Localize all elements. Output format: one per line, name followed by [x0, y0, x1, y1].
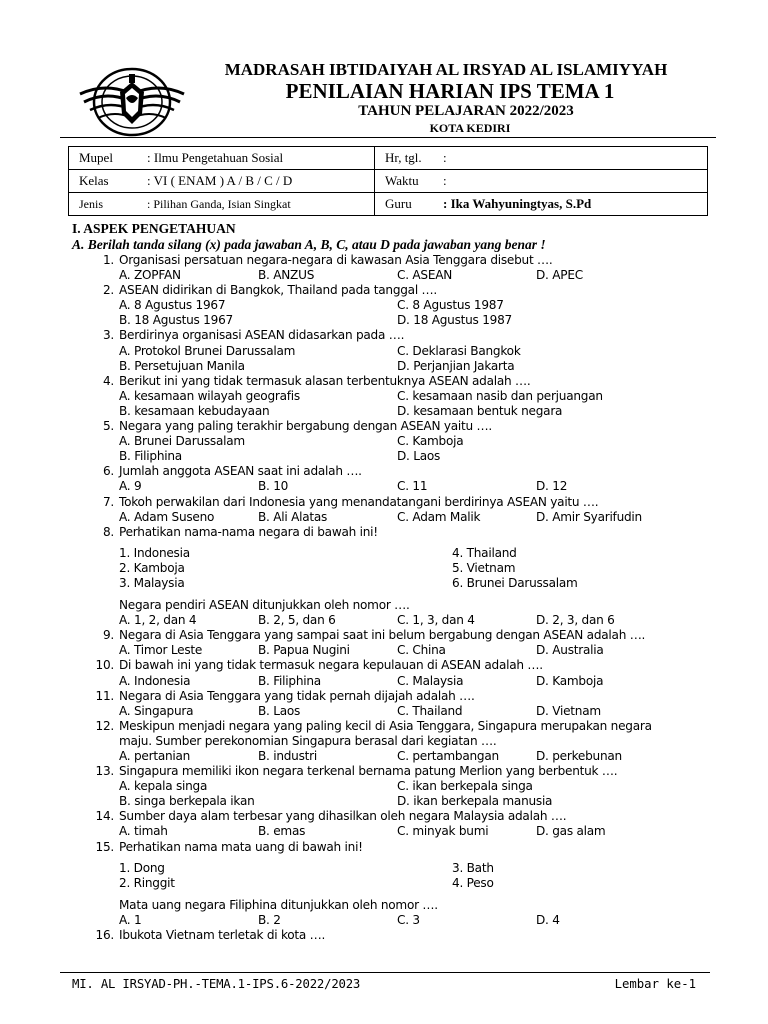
question-item	[76, 719, 716, 734]
question-number: 10.	[95, 658, 114, 673]
option-b: B. Filiphina	[119, 449, 182, 464]
question-item	[76, 840, 716, 855]
list-item: 3. Malaysia	[119, 575, 185, 590]
currency-list-row	[119, 876, 716, 891]
option-a: A. ZOPFAN	[119, 268, 181, 283]
question-text: Sumber daya alam terbesar yang dihasilkan oleh negara Malaysia adalah ….	[119, 809, 567, 824]
info-jenis	[69, 193, 375, 216]
option-a: A. Indonesia	[119, 673, 191, 688]
info-waktu	[375, 170, 708, 193]
answer-options	[119, 779, 716, 794]
question-number: 12.	[95, 718, 114, 733]
question-item	[76, 374, 716, 389]
mupel-value: : Ilmu Pengetahuan Sosial	[147, 150, 284, 165]
option-d: D. Amir Syarifudin	[536, 509, 642, 524]
question-subtext-label: Mata uang negara Filiphina ditunjukkan oleh nomor ….	[119, 897, 438, 912]
option-b: B. Filiphina	[258, 673, 321, 688]
answer-options	[119, 643, 716, 658]
answer-options	[119, 449, 716, 464]
option-d: D. 4	[536, 912, 560, 927]
question-text: Ibukota Vietnam terletak di kota ….	[119, 928, 326, 943]
info-kelas	[69, 170, 375, 193]
info-date	[375, 147, 708, 170]
answer-options	[119, 613, 716, 628]
option-c: C. Malaysia	[397, 673, 464, 688]
question-text: Berdirinya organisasi ASEAN didasarkan pada ….	[119, 328, 405, 343]
option-d: D. Australia	[536, 643, 604, 658]
section-instruction: A. Berilah tanda silang (x) pada jawaban A, B, C, atau D pada jawaban yang benar !	[72, 237, 546, 252]
option-a: A. kesamaan wilayah geografis	[119, 388, 300, 403]
question-text-continued	[119, 734, 716, 749]
answer-options	[119, 510, 716, 525]
section-title: I. ASPEK PENGETAHUAN	[72, 221, 236, 236]
list-item: 6. Brunei Darussalam	[452, 575, 578, 590]
option-c: C. ASEAN	[397, 268, 453, 283]
kelas-value: : VI ( ENAM ) A / B / C / D	[147, 173, 293, 188]
question-text-line2: maju. Sumber perekonomian Singapura berasal dari kegiatan ….	[119, 733, 497, 748]
question-text: Negara yang paling terakhir bergabung dengan ASEAN yaitu ….	[119, 419, 492, 434]
waktu-label: Waktu	[385, 173, 419, 188]
question-item	[76, 764, 716, 779]
option-c: C. kesamaan nasib dan perjuangan	[397, 388, 603, 403]
option-d: D. Vietnam	[536, 703, 601, 718]
option-d: D. Perjanjian Jakarta	[397, 358, 515, 373]
option-d: D. 12	[536, 479, 568, 494]
answer-options	[119, 749, 716, 764]
question-text: Perhatikan nama mata uang di bawah ini!	[119, 839, 363, 854]
question-subtext-label: Negara pendiri ASEAN ditunjukkan oleh nomor ….	[119, 598, 410, 613]
option-c: C. minyak bumi	[397, 824, 489, 839]
option-a: A. pertanian	[119, 749, 191, 763]
option-d: D. perkebunan	[536, 749, 622, 763]
footer-divider	[60, 972, 710, 973]
question-item	[76, 464, 716, 479]
option-c: C. 3	[397, 912, 420, 927]
list-item: 2. Ringgit	[119, 875, 175, 890]
academic-year: TAHUN PELAJARAN 2022/2023	[358, 103, 574, 119]
option-c: C. 11	[397, 479, 428, 494]
option-b: B. 2	[258, 912, 281, 927]
answer-options	[119, 794, 716, 809]
answer-options	[119, 268, 716, 283]
option-d: D. 2, 3, dan 6	[536, 613, 615, 628]
guru-label: Guru	[385, 196, 412, 211]
answer-options	[119, 479, 716, 494]
info-guru	[375, 193, 708, 216]
question-number: 5.	[102, 419, 114, 434]
question-item	[76, 419, 716, 434]
currency-list-row	[119, 861, 716, 876]
question-number: 2.	[102, 283, 114, 298]
option-a: A. Timor Leste	[119, 643, 203, 658]
question-item	[76, 628, 716, 643]
option-a: A. 1	[119, 912, 142, 927]
option-c: C. Adam Malik	[397, 509, 481, 524]
mupel-label: Mupel	[79, 150, 113, 165]
waktu-value: :	[443, 173, 447, 188]
kelas-label: Kelas	[79, 173, 109, 188]
jenis-value: : Pilihan Ganda, Isian Singkat	[147, 196, 291, 211]
question-text: Tokoh perwakilan dari Indonesia yang menandatangani berdirinya ASEAN yaitu ….	[119, 494, 599, 509]
option-c: C. pertambangan	[397, 749, 499, 763]
answer-options	[119, 389, 716, 404]
option-b: B. Laos	[258, 703, 301, 718]
question-item	[76, 525, 716, 540]
date-label: Hr, tgl.	[385, 150, 422, 165]
option-d: D. ikan berkepala manusia	[397, 794, 553, 809]
option-c: C. ikan berkepala singa	[397, 779, 533, 794]
option-d: D. Laos	[397, 449, 441, 464]
country-list-row	[119, 561, 716, 576]
option-a: A. Brunei Darussalam	[119, 434, 245, 449]
question-text: ASEAN didirikan di Bangkok, Thailand pada tanggal ….	[119, 283, 437, 298]
answer-options	[119, 298, 716, 313]
country-list-row	[119, 576, 716, 591]
question-number: 15.	[95, 839, 114, 854]
option-b: B. Persetujuan Manila	[119, 358, 245, 373]
footer-document-code: MI. AL IRSYAD-PH.-TEMA.1-IPS.6-2022/2023	[72, 977, 361, 991]
option-c: C. Deklarasi Bangkok	[397, 343, 521, 358]
option-a: A. kepala singa	[119, 779, 208, 794]
option-b: B. singa berkepala ikan	[119, 794, 255, 809]
question-number: 8.	[102, 524, 114, 539]
option-d: D. 18 Agustus 1987	[397, 313, 512, 328]
jenis-label: Jenis	[79, 196, 103, 211]
option-a: A. Protokol Brunei Darussalam	[119, 343, 296, 358]
answer-options	[119, 704, 716, 719]
question-subtext	[119, 898, 716, 913]
question-text: Meskipun menjadi negara yang paling kecil di Asia Tenggara, Singapura merupakan negara	[119, 718, 652, 733]
question-number: 1.	[102, 253, 114, 267]
info-mupel	[69, 147, 375, 170]
list-item: 4. Thailand	[452, 545, 517, 560]
question-number: 16.	[95, 928, 114, 943]
answer-options	[119, 674, 716, 689]
question-number: 6.	[102, 464, 114, 479]
question-number: 9.	[102, 628, 114, 643]
option-d: D. Kamboja	[536, 673, 604, 688]
option-d: D. gas alam	[536, 824, 606, 839]
option-c: C. Thailand	[397, 703, 463, 718]
option-c: C. Kamboja	[397, 434, 464, 449]
option-b: B. ANZUS	[258, 268, 315, 283]
question-item	[76, 928, 716, 943]
option-b: B. kesamaan kebudayaan	[119, 403, 270, 418]
list-item: 3. Bath	[452, 860, 494, 875]
option-b: B. 2, 5, dan 6	[258, 613, 336, 628]
list-item: 1. Indonesia	[119, 545, 190, 560]
answer-options	[119, 913, 716, 928]
question-number: 14.	[95, 809, 114, 824]
question-number: 4.	[102, 373, 114, 388]
option-a: A. Adam Suseno	[119, 509, 215, 524]
question-number: 3.	[102, 328, 114, 343]
option-b: B. 18 Agustus 1967	[119, 313, 233, 328]
school-name: MADRASAH IBTIDAIYAH AL IRSYAD AL ISLAMIYYAH	[224, 60, 668, 79]
list-item: 2. Kamboja	[119, 560, 185, 575]
question-item	[76, 658, 716, 673]
list-item: 4. Peso	[452, 875, 494, 890]
country-list-row	[119, 546, 716, 561]
question-item	[76, 283, 716, 298]
answer-options	[119, 344, 716, 359]
question-item	[76, 328, 716, 343]
question-text: Di bawah ini yang tidak termasuk negara kepulauan di ASEAN adalah ….	[119, 658, 543, 673]
question-text: Singapura memiliki ikon negara terkenal bernama patung Merlion yang berbentuk ….	[119, 764, 618, 779]
option-a: A. 8 Agustus 1967	[119, 298, 226, 313]
option-a: A. Singapura	[119, 703, 194, 718]
city-name: KOTA KEDIRI	[429, 121, 511, 135]
question-number: 7.	[102, 494, 114, 509]
question-item	[76, 689, 716, 704]
option-b: B. Papua Nugini	[258, 643, 350, 658]
answer-options	[119, 824, 716, 839]
option-b: B. Ali Alatas	[258, 509, 328, 524]
question-content	[72, 220, 716, 943]
date-value: :	[443, 150, 447, 165]
question-item	[76, 495, 716, 510]
question-text: Perhatikan nama-nama negara di bawah ini!	[119, 524, 378, 539]
question-number: 11.	[95, 688, 114, 703]
guru-value: : Ika Wahyuningtyas, S.Pd	[443, 196, 592, 211]
question-item	[76, 253, 716, 268]
question-text: Organisasi persatuan negara-negara di kawasan Asia Tenggara disebut ….	[119, 253, 553, 267]
question-subtext	[119, 598, 716, 613]
school-logo	[76, 64, 188, 140]
answer-options	[119, 359, 716, 374]
list-item: 1. Dong	[119, 860, 165, 875]
list-item: 5. Vietnam	[452, 560, 516, 575]
option-a: A. timah	[119, 824, 168, 839]
question-text: Jumlah anggota ASEAN saat ini adalah ….	[119, 464, 362, 479]
option-d: D. APEC	[536, 268, 583, 283]
question-text: Negara di Asia Tenggara yang sampai saat ini belum bergabung dengan ASEAN adalah ….	[119, 628, 646, 643]
exam-title: PENILAIAN HARIAN IPS TEMA 1	[285, 79, 615, 103]
option-d: D. kesamaan bentuk negara	[397, 403, 563, 418]
question-text: Negara di Asia Tenggara yang tidak pernah dijajah adalah ….	[119, 688, 475, 703]
info-table	[68, 146, 708, 216]
option-b: B. industri	[258, 749, 317, 763]
option-a: A. 9	[119, 479, 142, 494]
answer-options	[119, 313, 716, 328]
option-a: A. 1, 2, dan 4	[119, 613, 197, 628]
option-c: C. 1, 3, dan 4	[397, 613, 475, 628]
question-item	[76, 809, 716, 824]
option-b: B. emas	[258, 824, 306, 839]
option-b: B. 10	[258, 479, 289, 494]
header-divider	[60, 137, 716, 138]
answer-options	[119, 434, 716, 449]
answer-options	[119, 404, 716, 419]
option-c: C. 8 Agustus 1987	[397, 298, 504, 313]
question-number: 13.	[95, 764, 114, 779]
option-c: C. China	[397, 643, 446, 658]
footer-page-label: Lembar ke-1	[614, 977, 696, 991]
question-text: Berikut ini yang tidak termasuk alasan terbentuknya ASEAN adalah ….	[119, 373, 531, 388]
